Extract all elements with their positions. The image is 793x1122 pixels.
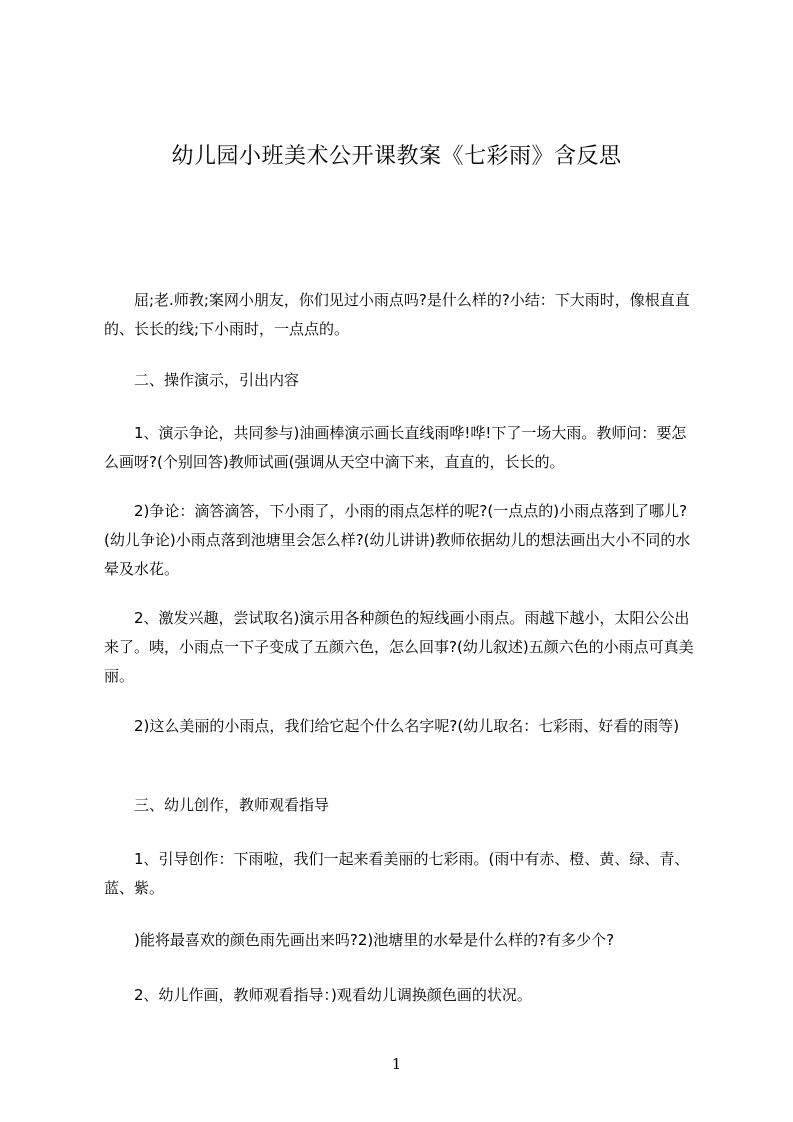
paragraph-create-questions: )能将最喜欢的颜色雨先画出来吗?2)池塘里的水晕是什么样的?有多少个? — [104, 931, 615, 949]
document-title: 幼儿园小班美术公开课教案《七彩雨》含反思 — [171, 144, 622, 169]
page-number: 1 — [391, 1055, 402, 1073]
paragraph-interest-2: 2)这么美丽的小雨点，我们给它起个什么名字呢?(幼儿取名：七彩雨、好看的雨等) — [104, 717, 680, 735]
paragraph-demo-1: 1、演示争论，共同参与)油画棒演示画长直线雨哗!哗!下了一场大雨。教师问：要怎么画呀?(个别回答)教师试画(强调从天空中滴下来，直直的，长长的。 — [104, 424, 687, 471]
paragraph-intro: 屈;老.师教;案网小朋友，你们见过小雨点吗?是什么样的?小结：下大雨时，像根直直的、长长的线;下小雨时，一点点的。 — [104, 291, 690, 338]
section-heading-3: 三、幼儿创作，教师观看指导 — [104, 796, 330, 814]
paragraph-create-2: 2、幼儿作画，教师观看指导：)观看幼儿调换颜色画的状况。 — [104, 986, 532, 1004]
paragraph-create-1: 1、引导创作：下雨啦，我们一起来看美丽的七彩雨。(雨中有赤、橙、黄、绿、青、蓝、紫。 — [104, 850, 690, 897]
paragraph-demo-2: 2)争论：滴答滴答，下小雨了，小雨的雨点怎样的呢?(一点点的)小雨点落到了哪儿?(幼儿争论)小雨点落到池塘里会怎么样?(幼儿讲讲)教师依据幼儿的想法画出大小不同的水晕及水花。 — [104, 502, 691, 578]
paragraph-interest-1: 2、激发兴趣，尝试取名)演示用各种颜色的短线画小雨点。雨越下越小，太阳公公出来了。咦，小雨点一下子变成了五颜六色，怎么回事?(幼儿叙述)五颜六色的小雨点可真美丽。 — [104, 609, 694, 685]
section-heading-2: 二、操作演示，引出内容 — [104, 371, 300, 389]
